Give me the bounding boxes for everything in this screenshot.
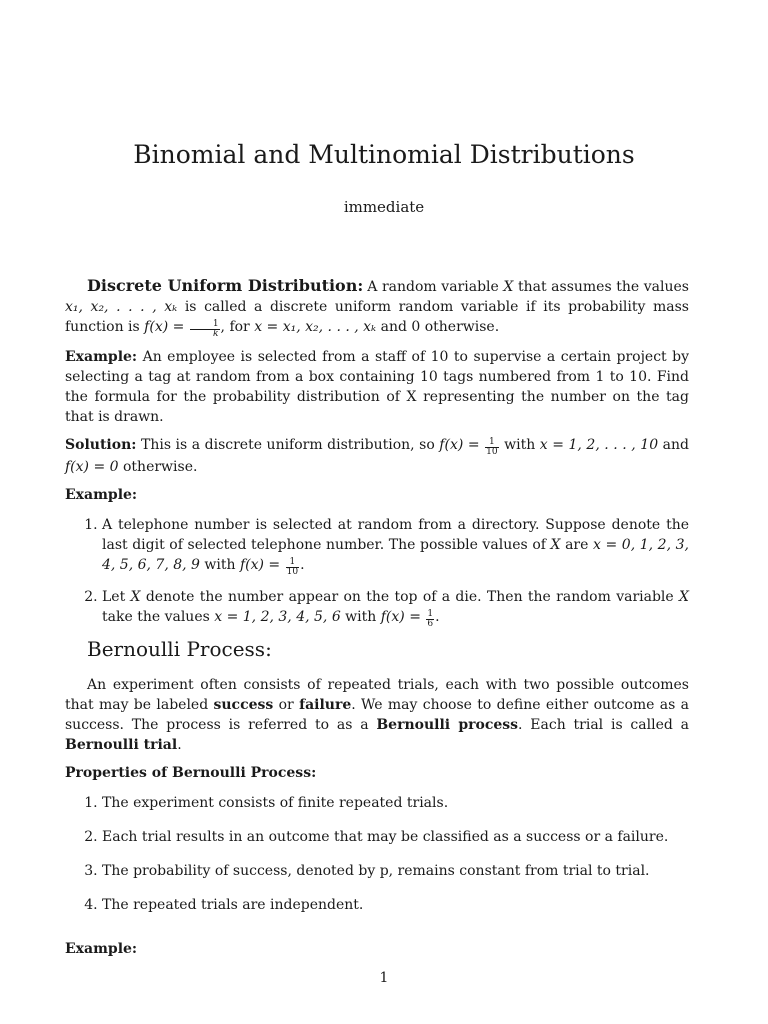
solution-text-3: and	[658, 437, 689, 453]
frac-num: 1	[190, 320, 220, 330]
fraction-1-over-k	[190, 320, 220, 339]
solution-text-4: otherwise.	[118, 459, 198, 475]
bernoulli-text-3: . We may choose to define either outcome as a success. The process is referred to as a	[65, 697, 689, 733]
bernoulli-text-5: .	[177, 737, 182, 753]
var-x: X	[130, 589, 141, 605]
bernoulli-text-2: or	[273, 697, 300, 713]
properties-list	[65, 793, 689, 915]
uniform-text-4: , for	[220, 319, 255, 335]
bernoulli-text-1: An experiment often consists of repeated trials, each with two possible outcomes that may be labeled	[65, 677, 689, 713]
item2-fx: f(x) =	[380, 609, 426, 625]
frac-num: 1	[427, 609, 434, 619]
values-list: x₁, x₂, . . . , xₖ	[65, 299, 178, 315]
list-item	[102, 515, 689, 577]
page-number: 1	[379, 970, 389, 986]
var-x: X	[503, 279, 514, 295]
list-item: 3. The probability of success, denoted by p, remains constant from trial to trial.	[102, 861, 689, 881]
bernoulli-definition	[65, 675, 689, 755]
frac-den: 6	[427, 619, 434, 629]
example-3-label: Example:	[65, 941, 138, 957]
uniform-text-1: A random variable	[367, 279, 504, 295]
solution-x-range: x = 1, 2, . . . , 10	[539, 437, 659, 453]
uniform-heading: Discrete Uniform Distribution:	[87, 276, 364, 295]
solution-fx-zero: f(x) = 0	[65, 459, 119, 475]
list-item: 2. Each trial results in an outcome that may be classified as a success or a failure.	[102, 827, 689, 847]
item2-text-5: .	[435, 609, 440, 625]
item1-text-3: with	[199, 557, 240, 573]
author-line: immediate	[343, 198, 425, 216]
fraction-1-over-10	[286, 558, 299, 577]
example-1	[65, 347, 689, 427]
frac-den: k	[212, 329, 219, 339]
term-failure: failure	[299, 697, 352, 713]
list-item: 4. The repeated trials are independent.	[102, 895, 689, 915]
frac-num: 1	[286, 558, 299, 568]
term-success: success	[213, 697, 274, 713]
solution-fx: f(x) =	[439, 437, 485, 453]
item2-text-1: Let	[102, 589, 131, 605]
bernoulli-heading: Bernoulli Process:	[87, 637, 272, 661]
item1-text-4: .	[300, 557, 305, 573]
properties-label-para	[65, 763, 689, 783]
example-1-label: Example:	[65, 349, 138, 365]
page-title: Binomial and Multinomial Distributions	[133, 140, 635, 169]
frac-num: 1	[485, 438, 498, 448]
list-item: 1. The experiment consists of finite repeated trials.	[102, 793, 689, 813]
x-equals-list: x = x₁, x₂, . . . , xₖ	[254, 319, 377, 335]
item2-text-4: with	[340, 609, 381, 625]
var-x: X	[550, 537, 561, 553]
bernoulli-text-4: . Each trial is called a	[518, 717, 689, 733]
item1-text-1: A telephone number is selected at random from a directory. Suppose denote the last digit of selected telephone number. The possible values of	[102, 517, 689, 553]
list-item	[102, 587, 689, 629]
uniform-text-5: and 0 otherwise.	[376, 319, 500, 335]
properties-label: Properties of Bernoulli Process:	[65, 765, 317, 781]
fx-expr: f(x) =	[144, 319, 189, 335]
solution-text-2: with	[499, 437, 540, 453]
fraction-1-over-10	[485, 438, 498, 457]
item1-x-values: x = 0, 1, 2, 3, 4, 5, 6, 7, 8, 9	[102, 537, 689, 573]
item1-fx: f(x) =	[239, 557, 285, 573]
example-1-text: An employee is selected from a staff of 10 to supervise a certain project by selecting a tag at random from a box containing 10 tags numbered from 1 to 10. Find the formula for the probability distribution of X representing the number on the tag that is drawn.	[65, 349, 689, 425]
item2-text-3: take the values	[102, 609, 215, 625]
frac-den: 10	[286, 567, 299, 577]
document-body	[65, 276, 689, 967]
example-2-label-para	[65, 485, 689, 505]
var-x: X	[679, 589, 689, 605]
solution	[65, 435, 689, 477]
item2-text-2: denote the number appear on the top of a die. Then the random variable	[140, 589, 680, 605]
term-bernoulli-process: Bernoulli process	[376, 717, 519, 733]
fraction-1-over-6	[426, 610, 434, 629]
frac-den: 10	[486, 447, 498, 457]
solution-text-1: This is a discrete uniform distribution, so	[140, 437, 440, 453]
uniform-text-3: is called a discrete uniform random variable if its probability mass function is	[65, 299, 689, 335]
item1-text-2: are	[560, 537, 593, 553]
example-3-label-para	[65, 939, 689, 959]
uniform-text-2: that assumes the values	[513, 279, 689, 295]
example-2-list	[65, 515, 689, 629]
item2-x-values: x = 1, 2, 3, 4, 5, 6	[214, 609, 341, 625]
term-bernoulli-trial: Bernoulli trial	[65, 737, 178, 753]
solution-label: Solution:	[65, 437, 137, 453]
uniform-definition	[65, 276, 689, 339]
example-2-label: Example:	[65, 487, 138, 503]
